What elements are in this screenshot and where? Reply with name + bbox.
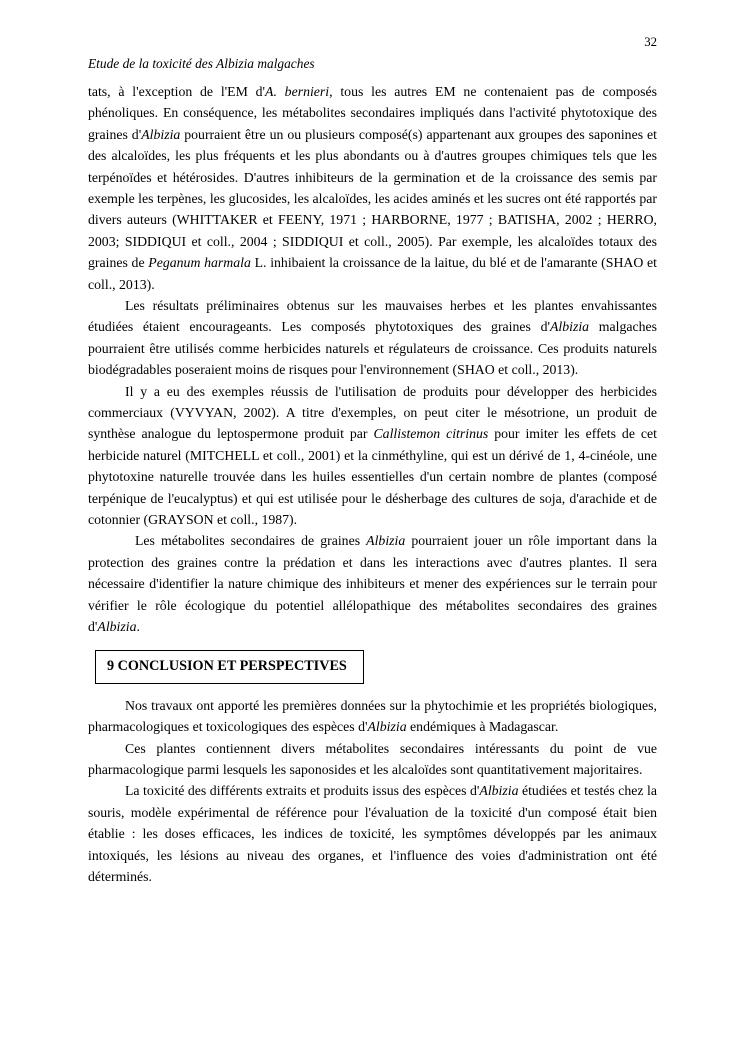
body-paragraph-2: [88, 295, 657, 381]
body-paragraph-7: [88, 780, 657, 887]
text-run: Nos travaux ont apporté les premières données sur la phytochimie et les propriétés biologiques, pharmacologiques et toxicologiques des espèces d': [88, 697, 657, 735]
italic-text-run: Peganum harmala: [148, 255, 251, 271]
section-heading: 9 CONCLUSION ET PERSPECTIVES: [107, 658, 347, 675]
text-run: La toxicité des différents extraits et produits issus des espèces d': [125, 783, 480, 799]
body-paragraph-6: [88, 738, 657, 781]
italic-text-run: Albizia: [479, 783, 519, 799]
text-run: Il y a eu des exemples réussis de l'utilisation de produits pour développer des herbicides commerciaux (VYVYAN, 2002). A titre d'exemples, on peut citer le mésotrione, un produit de synthèse analogue du leptospermone produit par: [88, 383, 657, 442]
running-header: Etude de la toxicité des Albizia malgaches: [88, 55, 315, 71]
section-heading-box: [95, 650, 364, 683]
text-run: pourraient être un ou plusieurs composé(s) appartenant aux groupes des saponines et des alcaloïdes, les plus fréquents et les plus abondants ou à d'autres groupes chimiques tels que les terpénoïdes et hétérosides. D'autres inhibiteurs de la germination et de la croissance des semis par exemple les terpènes, les glucosides, les alcaloïdes, les acides aminés et les sucres ont été rapportés par divers auteurs (WHITTAKER et FEENY, 1971 ; HARBORNE, 1977 ; BATISHA, 2002 ; HERRO, 2003; SIDDIQUI et coll., 2004 ; SIDDIQUI et coll., 2005). Par exemple, les alcaloïdes totaux des graines de: [88, 126, 657, 271]
text-run: pour imiter les effets de cet herbicide naturel (MITCHELL et coll., 2001) et la cinméthyline, qui est un dérivé de 1, 4-cinéole, une phytotoxine naturelle trouvée dans les huiles essentielles d'un certain nombre de plantes (composé terpénique de l'eucalyptus) et qui est utilisée pour le désherbage des cultures de soja, d'arachide et de cotonnier (GRAYSON et coll., 1987).: [88, 426, 657, 527]
italic-text-run: A. bernieri: [265, 83, 330, 99]
italic-text-run: Albizia: [97, 619, 137, 635]
text-run: malgaches pourraient être utilisés comme herbicides naturels et régulateurs de croissance. Ces produits naturels biodégradables poseraient moins de risques pour l'environnement (SHAO et coll., 2013).: [88, 319, 657, 378]
text-run: Les métabolites secondaires de graines: [135, 533, 367, 549]
italic-text-run: Albizia: [367, 719, 407, 735]
text-run: endémiques à Madagascar.: [406, 719, 559, 735]
body-paragraph-5: [88, 695, 657, 738]
text-run: étudiées et testés chez la souris, modèle expérimental de référence pour l'évaluation de la toxicité d'un composé était bien établie : les doses efficaces, les indices de toxicité, les symptômes développés par les animaux intoxiqués, les lésions au niveau des organes, et l'influence des voies d'administration ont été déterminés.: [88, 783, 657, 885]
text-run: pourraient jouer un rôle important dans la protection des graines contre la prédation et dans les interactions avec d'autres plantes. Il sera nécessaire d'identifier la nature chimique des inhibiteurs et mener des expériences sur le terrain pour vérifier le rôle écologique du potentiel allélopathique des métabolites secondaires des graines d': [88, 533, 657, 635]
italic-text-run: Albizia: [141, 126, 181, 142]
text-run: .: [136, 619, 140, 635]
text-run: Ces plantes contiennent divers métabolites secondaires intéressants du point de vue pharmacologique parmi lesquels les saponosides et les alcaloïdes sont quantitativement majoritaires.: [88, 740, 657, 777]
body-paragraph-3: [88, 381, 657, 531]
text-run: Les résultats préliminaires obtenus sur les mauvaises herbes et les plantes envahissantes étudiées étaient encourageants. Les composés phytotoxiques des graines d': [88, 297, 657, 335]
text-run: L. inhibaient la croissance de la laitue, du blé et de l'amarante (SHAO et coll., 2013).: [88, 255, 658, 292]
text-run: , tous les autres EM ne contenaient pas de composés phénoliques. En conséquence, les métabolites secondaires impliqués dans l'activité phytotoxique des graines d': [88, 83, 657, 142]
page-number: 32: [644, 35, 657, 49]
body-paragraph-1: [88, 81, 657, 295]
text-run: tats, à l'exception de l'EM d': [88, 83, 266, 99]
body-paragraph-4: [88, 530, 657, 637]
italic-text-run: Albizia: [549, 319, 590, 335]
italic-text-run: Callistemon citrinus: [373, 426, 489, 442]
italic-text-run: Albizia: [366, 533, 406, 549]
